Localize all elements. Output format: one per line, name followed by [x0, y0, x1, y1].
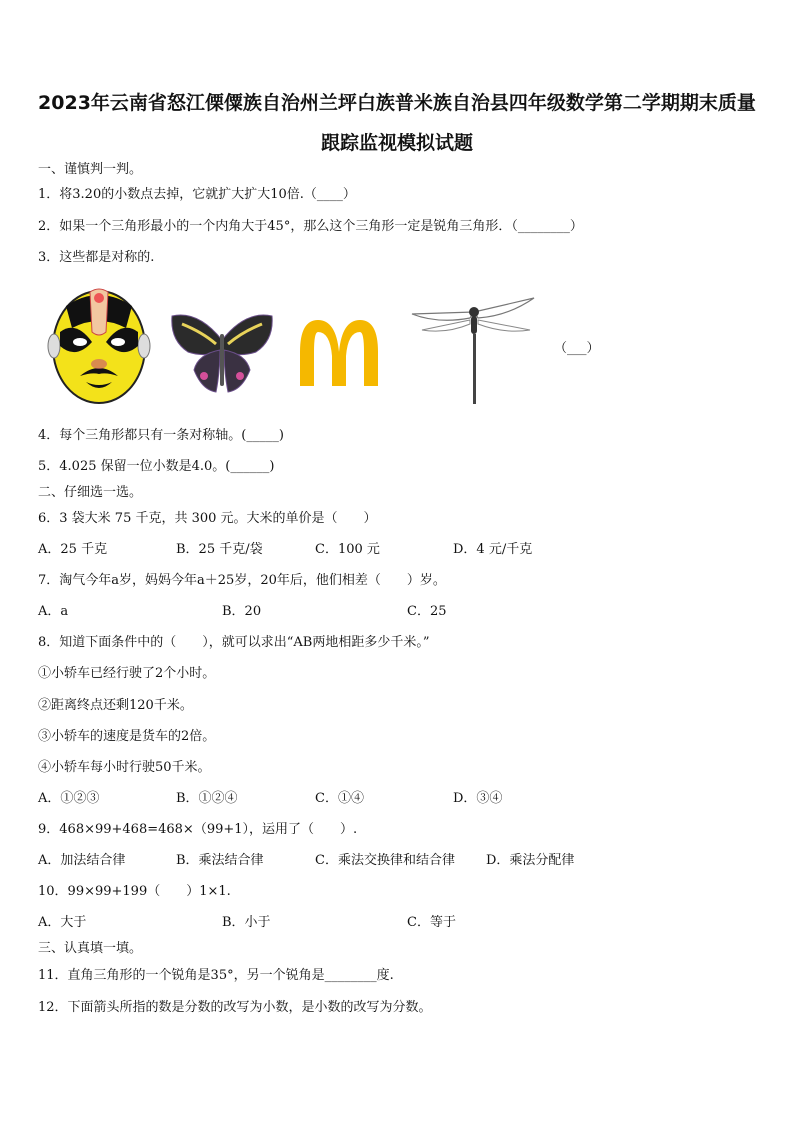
question-9: 9．468×99+468=468×（99+1），运用了（ ）.	[38, 822, 358, 837]
q10-option-c: C．等于	[407, 915, 456, 930]
q6-option-d: D．4 元/千克	[453, 542, 533, 557]
page-subtitle: 跟踪监视模拟试题	[320, 132, 473, 154]
question-10: 10．99×99+199（ ）1×1.	[38, 884, 231, 899]
q8-condition-1: ①小轿车已经行驶了2个小时。	[38, 666, 216, 681]
q8-option-d: D．③④	[453, 791, 503, 806]
section-heading-3: 三、认真填一填。	[38, 941, 143, 956]
section-heading-1: 一、谨慎判一判。	[38, 162, 143, 177]
q7-option-a: A．a	[38, 604, 69, 619]
q8-condition-3: ③小轿车的速度是货车的2倍。	[38, 729, 216, 744]
q10-option-b: B．小于	[222, 915, 271, 930]
question-1: 1．将3.20的小数点去掉，它就扩大扩大10倍.（____）	[38, 187, 356, 202]
question-6: 6．3 袋大米 75 千克，共 300 元。大米的单价是（ ）	[38, 511, 377, 526]
q9-option-d: D．乘法分配律	[486, 853, 575, 868]
q10-option-a: A．大于	[38, 915, 87, 930]
q9-option-a: A．加法结合律	[38, 853, 126, 868]
q6-option-a: A．25 千克	[38, 542, 108, 557]
opera-mask-icon	[46, 284, 152, 406]
butterfly-icon	[168, 310, 276, 394]
question-11: 11．直角三角形的一个锐角是35°，另一个锐角是________度.	[38, 968, 394, 983]
question-8: 8．知道下面条件中的（ ），就可以求出“AB两地相距多少千米。”	[38, 635, 430, 650]
q6-option-c: C．100 元	[315, 542, 380, 557]
question-4: 4．每个三角形都只有一条对称轴。(_____)	[38, 428, 284, 443]
q7-option-b: B．20	[222, 604, 262, 619]
section-heading-2: 二、仔细选一选。	[38, 485, 143, 500]
symmetry-images	[40, 280, 640, 410]
q8-option-c: C．①④	[315, 791, 364, 806]
question-3: 3．这些都是对称的.	[38, 250, 155, 265]
page-title: 2023年云南省怒江傈僳族自治州兰坪白族普米族自治县四年级数学第二学期期末质量	[38, 92, 756, 114]
dragonfly-icon	[408, 290, 538, 408]
q9-option-c: C．乘法交换律和结合律	[315, 853, 455, 868]
q9-option-b: B．乘法结合律	[176, 853, 264, 868]
q8-option-b: B．①②④	[176, 791, 238, 806]
question-12: 12．下面箭头所指的数是分数的改写为小数，是小数的改写为分数。	[38, 1000, 432, 1015]
question-5: 5．4.025 保留一位小数是4.0。(______)	[38, 459, 275, 474]
question-3-answer-blank[interactable]: （___）	[554, 341, 600, 356]
q8-option-a: A．①②③	[38, 791, 100, 806]
question-7: 7．淘气今年a岁，妈妈今年a＋25岁，20年后，他们相差（ ）岁。	[38, 573, 446, 588]
q7-option-c: C．25	[407, 604, 447, 619]
q8-condition-2: ②距离终点还剩120千米。	[38, 698, 193, 713]
question-2: 2．如果一个三角形最小的一个内角大于45°，那么这个三角形一定是锐角三角形．（________）	[38, 219, 583, 234]
q8-condition-4: ④小轿车每小时行驶50千米。	[38, 760, 211, 775]
q6-option-b: B．25 千克/袋	[176, 542, 263, 557]
mcdonalds-logo-icon	[296, 316, 382, 388]
